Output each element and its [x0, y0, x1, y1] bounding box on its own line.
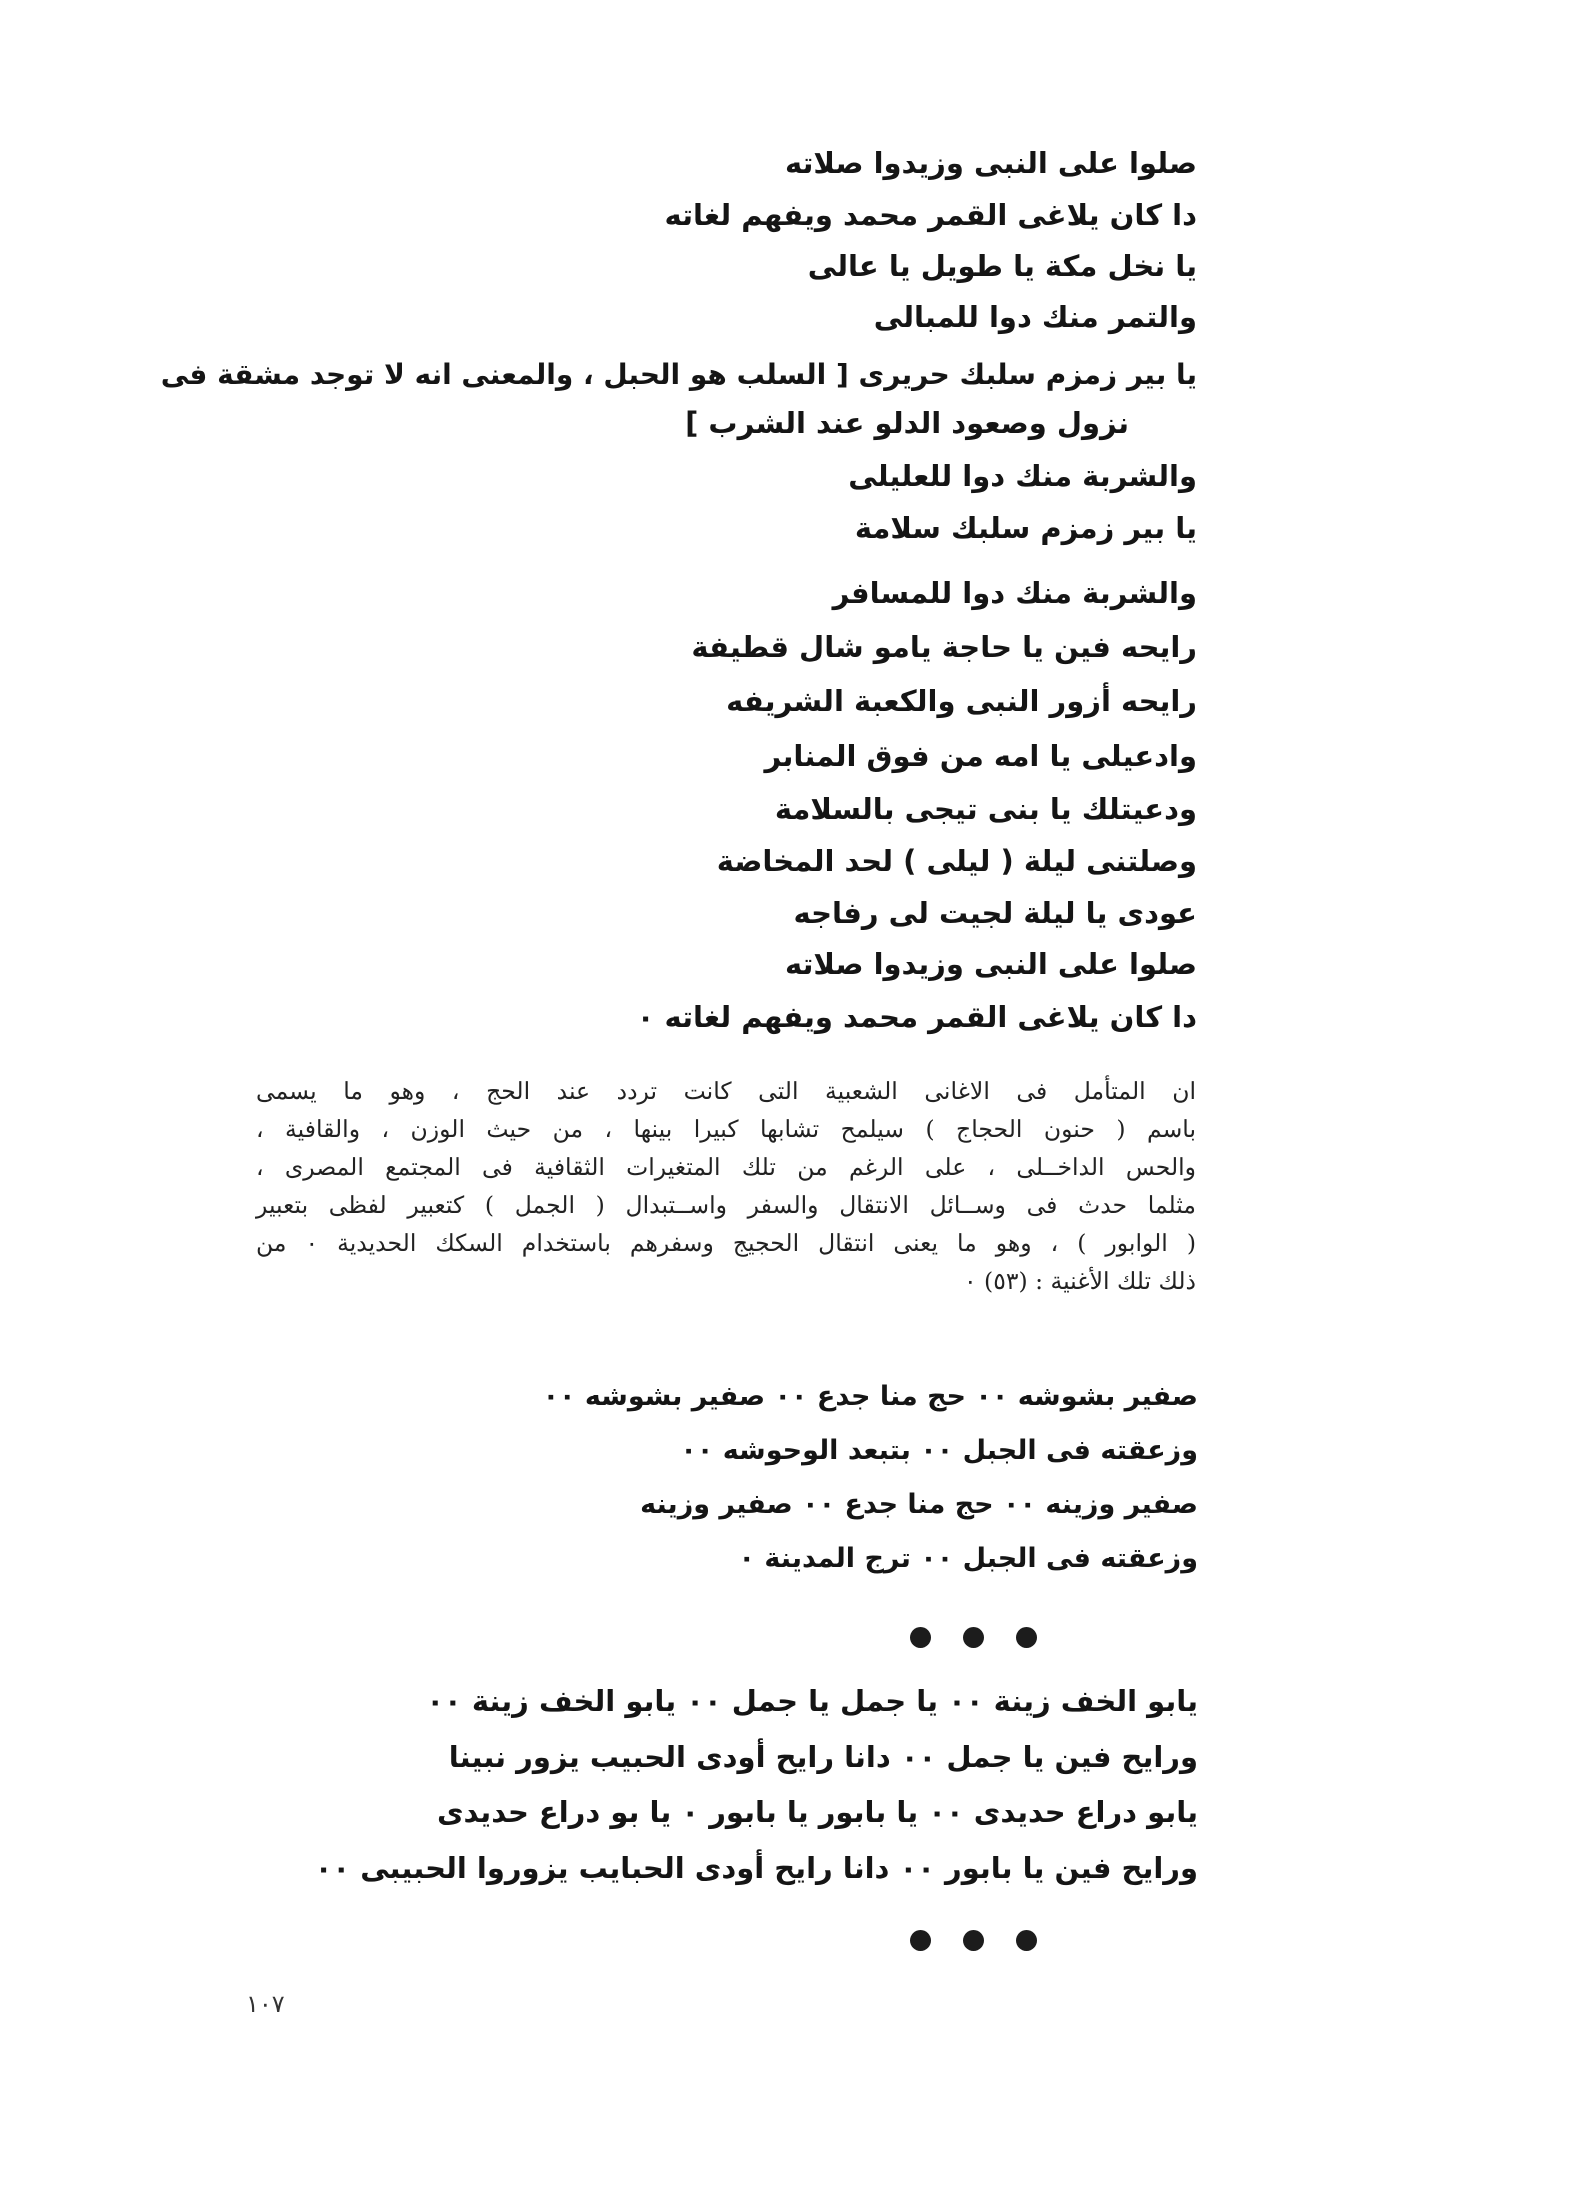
verse-line: وصلتنى ليلة ( ليلى ) لحد المخاضة	[716, 844, 1197, 878]
verse-line: صفير وزينه ٠٠ حج منا جدع ٠٠ صفير وزينه	[640, 1489, 1198, 1520]
verse-line: صلوا على النبى وزيدوا صلاته	[784, 146, 1197, 180]
verse-line: رايحه فين يا حاجة يامو شال قطيفة	[691, 630, 1197, 664]
dot-ornament-icon	[1016, 1930, 1037, 1951]
dot-ornament-icon	[963, 1627, 984, 1648]
verse-line: ورايح فين يا جمل ٠٠ دانا رايح أودى الحبيب يزور نبينا	[448, 1740, 1198, 1774]
verse-line: يا بير زمزم سلبك سلامة	[854, 511, 1197, 545]
verse-note-continuation: نزول وصعود الدلو عند الشرب ]	[685, 406, 1129, 440]
paragraph-line: ( الوابور ) ، وهو ما يعنى انتقال الحجيج وسفرهم باستخدام السكك الحديدية ٠ من	[256, 1229, 1197, 1257]
dot-ornament-icon	[910, 1930, 931, 1951]
verse-line: وادعيلى يا امه من فوق المنابر	[764, 739, 1197, 773]
dot-ornament-icon	[963, 1930, 984, 1951]
verse-line: يا نخل مكة يا طويل يا عالى	[807, 249, 1197, 283]
dot-ornament-icon	[1016, 1627, 1037, 1648]
verse-line: وزعقته فى الجبل ٠٠ ترج المدينة ٠	[738, 1543, 1198, 1574]
verse-line: والشربة منك دوا للعليلى	[848, 459, 1197, 493]
verse-line: رايحه أزور النبى والكعبة الشريفه	[726, 684, 1197, 718]
verse-line: عودى يا ليلة لجيت لى رفاجه	[793, 896, 1197, 930]
paragraph-line: باسم ( حنون الحجاج ) سيلمح تشابها كبيرا بينها ، من حيث الوزن ، والقافية ،	[256, 1115, 1196, 1143]
verse-line: يابو الخف زينة ٠٠ يا جمل يا جمل ٠٠ يابو الخف زينة ٠٠	[426, 1684, 1198, 1718]
verse-line: والتمر منك دوا للمبالى	[873, 300, 1197, 334]
verse-line: ودعيتلك يا بنى تيجى بالسلامة	[774, 792, 1197, 826]
verse-line: يابو دراع حديدى ٠٠ يا بابور يا بابور ٠ يا بو دراع حديدى	[436, 1795, 1198, 1829]
paragraph-line: ان المتأمل فى الاغانى الشعبية التى كانت تردد عند الحج ، وهو ما يسمى	[256, 1077, 1196, 1105]
dot-ornament-icon	[910, 1627, 931, 1648]
verse-line: ورايح فين يا بابور ٠٠ دانا رايح أودى الحبايب يزوروا الحبيبى ٠٠	[314, 1851, 1198, 1885]
verse-line: صفير بشوشه ٠٠ حج منا جدع ٠٠ صفير بشوشه ٠٠	[542, 1381, 1198, 1412]
paragraph-line: ذلك تلك الأغنية : (٥٣) ٠	[963, 1267, 1196, 1295]
page-number: ١٠٧	[246, 1990, 285, 2018]
verse-line: وزعقته فى الجبل ٠٠ بتبعد الوحوشه ٠٠	[680, 1435, 1198, 1466]
verse-line: دا كان يلاغى القمر محمد ويفهم لغاته ٠	[636, 1000, 1197, 1034]
section-divider-dots	[910, 1627, 1037, 1648]
verse-line-with-note: يا بير زمزم سلبك حريرى [ السلب هو الحبل ، والمعنى انه لا توجد مشقة فى	[160, 358, 1197, 391]
paragraph-line: مثلما حدث فى وســائل الانتقال والسفر واســتبدال ( الجمل ) كتعبير لفظى بتعبير	[256, 1191, 1196, 1219]
paragraph-line: والحس الداخــلى ، على الرغم من تلك المتغيرات الثقافية فى المجتمع المصرى ،	[256, 1153, 1196, 1181]
section-divider-dots	[910, 1930, 1037, 1951]
verse-line: دا كان يلاغى القمر محمد ويفهم لغاته	[664, 198, 1197, 232]
verse-line: صلوا على النبى وزيدوا صلاته	[784, 947, 1197, 981]
verse-line: والشربة منك دوا للمسافر	[832, 576, 1197, 610]
